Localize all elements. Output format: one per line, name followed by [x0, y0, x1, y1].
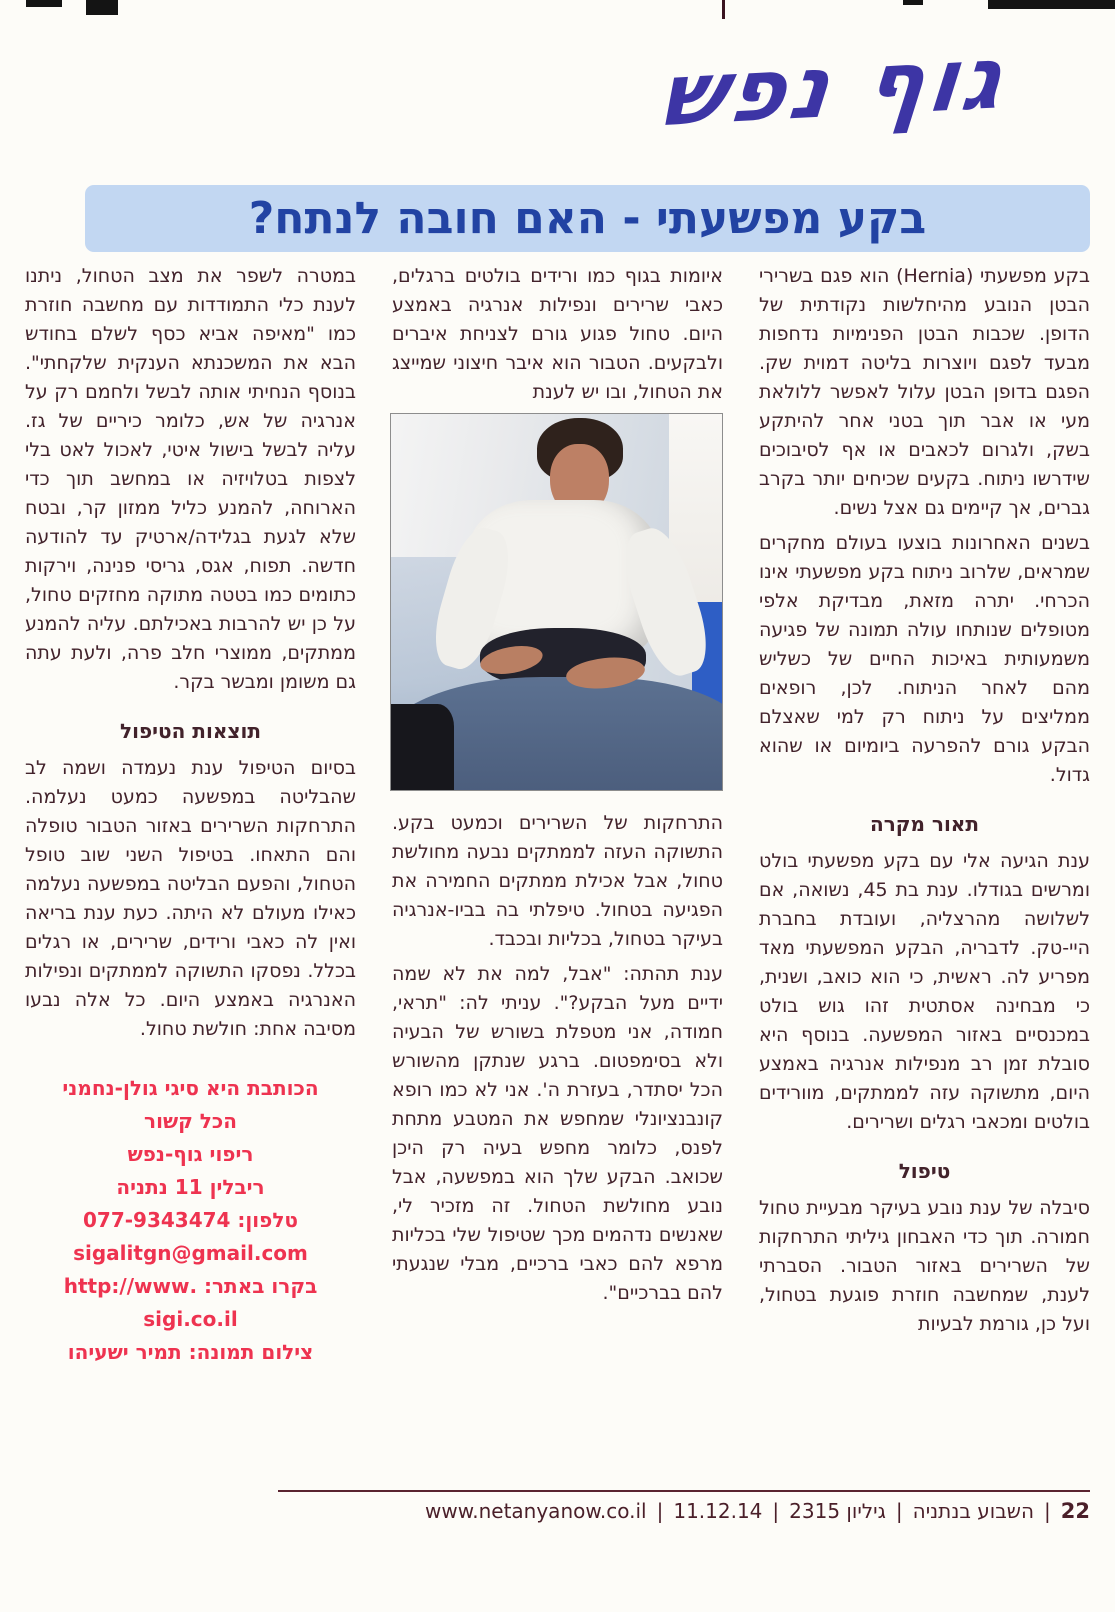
treatment-photo — [390, 413, 723, 791]
headline-text: בקע מפשעתי - האם חובה לנתח? — [248, 193, 927, 244]
contact-block — [25, 1072, 356, 1369]
paragraph-lifestyle-advice: במטרה לשפר את מצב הטחול, ניתנו לענת כלי התמודדות עם מחשבה חוזרת כמו "מאיפה אביא כסף לשלם בחודש הבא את המשכנתא הענקית שלקחתי". בנוסף הנחיתי אותה לבשל ולחמם רק על אנרגיה של אש, כלומר כיריים של גז. עליה לבשל בישול איטי, לאכול לאט בלי לצפות בטלויזיה או במחשב תוך כדי הארוחה, להמנע כליל ממזון קר, ובטח שלא לגעת בגלידה/ארטיק עד להודעה חדשה. תפוח, אגס, גריסי פנינה, וירקות כתומים כמו בטטה מתוקה מחזקים טחול, על כן יש להרבות באכילתם. עליה להמנע ממתקים, ממוצרי חלב פרה, ולעת עתה גם משומן ומבשר בקר. — [25, 265, 356, 693]
heading-treatment-results: תוצאות הטיפול — [120, 719, 261, 743]
print-mark-top-left-1 — [26, 0, 62, 7]
footer-issue: גיליון 2315 — [789, 1499, 886, 1523]
footer-bar — [425, 1499, 1090, 1523]
heading-case-description: תאור מקרה — [869, 812, 980, 836]
paragraph-treatment-detail: התרחקות של השרירים וכמעט בקע. התשוקה העזה לממתקים נבעה מחולשת טחול, אבל אכילת ממתקים החמירה את הפגיעה בטחול. טיפלתי בה בביו-אנרגיה בעיקר בטחול, בכליות ובכבד. — [392, 812, 723, 950]
contact-website-url: sigi.co.il — [143, 1307, 238, 1331]
footer-publication: השבוע בנתניה — [912, 1499, 1035, 1523]
footer-site-url: www.netanyanow.co.il — [425, 1499, 647, 1523]
contact-email: sigalitgn@gmail.com — [73, 1241, 308, 1265]
paragraph-case: ענת הגיעה אלי עם בקע מפשעתי בולט ומרשים בגודלו. ענת בת 45, נשואה, אם לשלושה מהרצליה, ועובדת בחברת היי-טק. לדבריה, הבקע המפשעתי מאד מפריע לה. ראשית, כי הוא כואב, ושנית, כי מבחינה אסתטית זהו גוש בולט במכנסיים באזור המפשעה. בנוסף היא סובלת זמן רב מנפילות אנרגיה באמצע היום, מתשוקה עזה לממתקים, מוורידים בולטים ומכאבי רגלים ושרירים. — [759, 850, 1091, 1133]
footer-separator: | — [1044, 1499, 1051, 1523]
print-mark-top-center — [722, 0, 725, 19]
article-columns — [25, 262, 1090, 1369]
paragraph-hernia-definition: בקע מפשעתי (Hernia) הוא פגם בשרירי הבטן הנובע מהיחלשות נקודתית של הדופן. שכבות הבטן הפנימיות נדחפות מבעד לפגם ויוצרות בליטה דמוית שק. הפגם בדופן הבטן עלול לאפשר ללולאת מעי או אבר תוך בטני אחר להיתקע בשק, ולגרום לכאבים או אף לסיבוכים שידרשו ניתוח. בקעים שכיחים יותר בקרב גברים, אך קיימים גם אצל נשים. — [759, 265, 1090, 519]
footer-separator: | — [895, 1499, 903, 1523]
contact-service: ריפוי גוף-נפש — [127, 1142, 254, 1166]
paragraph-dialogue: ענת תהתה: "אבל, למה את לא שמה ידיים מעל הבקע?". עניתי לה: "תראי, חמודה, אני מטפלת בשורש של הבעיה ולא בסימפטום. ברגע שנתקן מהשורש הכל יסתדר, בעזרת ה'. אני לא כמו רופא קונבנציונלי שמחפש את המטבע מתחת לפנס, כלומר מחפש בעיה רק היכן שכואב. הבקע שלך הוא במפשעה, אבל נובע מחולשת הטחול. זה מזכיר לי, שאנשים נדהמים מכך שטיפול שלי בכליות מרפא להם כאבי ברכיים, מבלי שנגעתי להם בברכיים". — [392, 963, 723, 1304]
heading-treatment: טיפול — [898, 1159, 951, 1183]
photo-dark-corner-object — [391, 704, 454, 790]
contact-website-label: בקרו באתר: .http://www — [63, 1274, 318, 1298]
paragraph-symptoms: איומות בגוף כמו ורידים בולטים ברגלים, כאבי שרירים ונפילות אנרגיה באמצע היום. טחול פגוע גורם לצניחת איברים ולבקעים. הטבור הוא איבר חיצוני שמייצג את הטחול, ובו יש לענת — [392, 265, 723, 403]
print-mark-top-right-1 — [903, 0, 923, 5]
column-middle — [392, 262, 723, 1369]
paragraph-research: בשנים האחרונות בוצעו בעולם מחקרים שמראים, שלרוב ניתוח בקע מפשעתי אינו הכרחי. יתרה מזאת, מבדיקת אלפי מטופלים שנותחו עולה תמונה של פגיעה משמעותית באיכות החיים של כשליש מהם לאחר הניתוח. לכן, רופאים ממליצים על ניתוח רק למי שאצלם הבקע גורם להפרעה ביומיום או שהוא גדול. — [759, 532, 1090, 786]
contact-address: ריבלין 11 נתניה — [116, 1175, 265, 1199]
footer-separator: | — [772, 1499, 780, 1523]
print-mark-top-right-2 — [988, 0, 1115, 9]
footer-separator: | — [656, 1499, 664, 1523]
footer-rule — [278, 1490, 1090, 1492]
contact-author: הכותבת היא סיגי גולן-נחמני — [62, 1076, 319, 1100]
column-right — [759, 262, 1090, 1369]
footer-date: 11.12.14 — [673, 1499, 763, 1523]
contact-phone: טלפון: 077-9343474 — [83, 1208, 298, 1232]
headline-bar — [85, 185, 1090, 252]
print-mark-top-left-2 — [86, 0, 118, 15]
column-left — [25, 262, 356, 1369]
photo-credit: צילום תמונה: תמיר ישעיהו — [67, 1340, 314, 1364]
page-number: 22 — [1060, 1499, 1090, 1523]
paragraph-treatment-start: סיבלה של ענת נובע בעיקר מבעיית טחול חמורה. תוך כדי האבחון גיליתי התרחקות של השרירים באזור הטבור. הסברתי לענת, שמחשבה חוזרת פוגעת בטחול, ועל כן, גורמת לבעיות — [759, 1197, 1090, 1335]
contact-business-name: הכל קשור — [144, 1109, 237, 1133]
section-logo-script: גוף נפש — [655, 27, 1011, 147]
paragraph-results: בסיום הטיפול ענת נעמדה ושמה לב שהבליטה במפשעה כמעט נעלמה. התרחקות השרירים באזור הטבור טופלה והם התאחו. בטיפול השני שוב טופל הטחול, והפעם הבליטה במפשעה נעלמה כאילו מעולם לא היתה. כעת ענת בריאה ואין לה כאבי ורידים, שרירים, או רגלים בכלל. נפסקו התשוקה לממתקים ונפילות האנרגיה באמצע היום. כל אלה נבעו מסיבה אחת: חולשת טחול. — [25, 757, 356, 1040]
